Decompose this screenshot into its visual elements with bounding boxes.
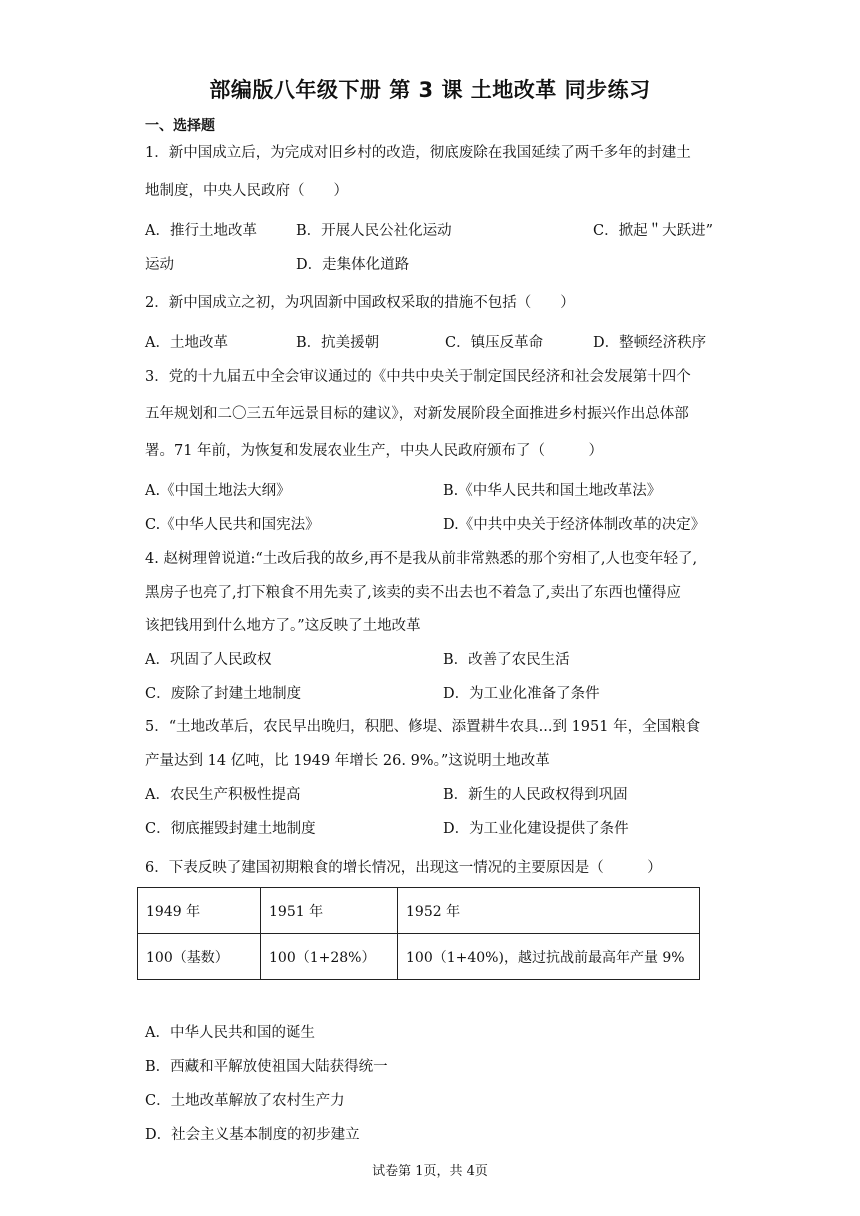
q1-stem-line1: 1．新中国成立后，为完成对旧乡村的改造，彻底废除在我国延续了两千多年的封建土 — [145, 145, 691, 161]
q1-option-c: C．掀起＂大跃进” — [593, 223, 714, 239]
q2-option-b: B．抗美援朝 — [296, 335, 380, 351]
q2-option-a: A．土地改革 — [145, 335, 228, 351]
table-header-cell: 1951 年 — [261, 888, 398, 934]
q5-stem-line2: 产量达到 14 亿吨，比 1949 年增长 26. 9%。”这说明土地改革 — [145, 753, 550, 769]
q4-option-c: C．废除了封建土地制度 — [145, 686, 302, 702]
table-cell: 100（基数） — [138, 934, 261, 980]
q3-stem-line2: 五年规划和二〇三五年远景目标的建议》，对新发展阶段全面推进乡村振兴作出总体部 — [145, 406, 689, 422]
q6-option-c: C．土地改革解放了农村生产力 — [145, 1093, 345, 1109]
q5-option-a: A．农民生产积极性提高 — [145, 787, 301, 803]
q4-option-b: B．改善了农民生活 — [443, 652, 570, 668]
q4-stem-line3: 该把钱用到什么地方了。”这反映了土地改革 — [145, 618, 421, 634]
q1-option-d: D．走集体化道路 — [296, 257, 410, 273]
q6-option-d: D．社会主义基本制度的初步建立 — [145, 1127, 360, 1143]
q2-option-c: C．镇压反革命 — [445, 335, 544, 351]
q4-option-a: A．巩固了人民政权 — [145, 652, 272, 668]
table-header-cell: 1952 年 — [398, 888, 700, 934]
grain-growth-table — [137, 887, 700, 980]
q3-option-c: C.《中华人民共和国宪法》 — [145, 517, 320, 533]
q6-option-a: A．中华人民共和国的诞生 — [145, 1025, 315, 1041]
q3-stem-line1: 3．党的十九届五中全会审议通过的《中共中央关于制定国民经济和社会发展第十四个 — [145, 369, 691, 385]
section-heading: 一、选择题 — [145, 118, 215, 134]
q4-stem-line1: 4. 赵树理曾说道:“土改后我的故乡,再不是我从前非常熟悉的那个穷相了,人也变年轻了, — [145, 551, 698, 567]
q3-option-b: B.《中华人民共和国土地改革法》 — [443, 483, 662, 499]
q5-option-b: B．新生的人民政权得到巩固 — [443, 787, 628, 803]
q3-option-d: D.《中共中央关于经济体制改革的决定》 — [443, 517, 706, 533]
q3-stem-line3: 署。71 年前，为恢复和发展农业生产，中央人民政府颁布了（ ） — [145, 443, 604, 459]
table-row — [138, 934, 700, 980]
table-header-cell: 1949 年 — [138, 888, 261, 934]
table-row — [138, 888, 700, 934]
page-footer: 试卷第 1页，共 4页 — [372, 1164, 488, 1179]
page-title: 部编版八年级下册 第 3 课 土地改革 同步练习 — [209, 78, 651, 102]
q5-option-c: C．彻底摧毁封建土地制度 — [145, 821, 316, 837]
q5-stem-line1: 5．“土地改革后，农民早出晚归，积肥、修堤、添置耕牛农具...到 1951 年，全国粮食 — [145, 719, 701, 735]
q5-option-d: D．为工业化建设提供了条件 — [443, 821, 629, 837]
q4-stem-line2: 黑房子也亮了,打下粮食不用先卖了,该卖的卖不出去也不着急了,卖出了东西也懂得应 — [145, 585, 681, 601]
q1-option-a: A．推行土地改革 — [145, 223, 257, 239]
q6-option-b: B．西藏和平解放使祖国大陆获得统一 — [145, 1059, 388, 1075]
q2-option-d: D．整顿经济秩序 — [593, 335, 707, 351]
q4-option-d: D．为工业化准备了条件 — [443, 686, 600, 702]
q1-stem-line2: 地制度，中央人民政府（ ） — [145, 183, 348, 199]
table-cell: 100（1+28%） — [261, 934, 398, 980]
q1-option-c-cont: 运动 — [145, 257, 174, 273]
table-cell: 100（1+40%)，越过抗战前最高年产量 9% — [398, 934, 700, 980]
q3-option-a: A.《中国土地法大纲》 — [145, 483, 291, 499]
q6-stem: 6．下表反映了建国初期粮食的增长情况，出现这一情况的主要原因是（ ） — [145, 860, 662, 876]
q1-option-b: B．开展人民公社化运动 — [296, 223, 452, 239]
q2-stem: 2．新中国成立之初，为巩固新中国政权采取的措施不包括（ ） — [145, 295, 575, 311]
